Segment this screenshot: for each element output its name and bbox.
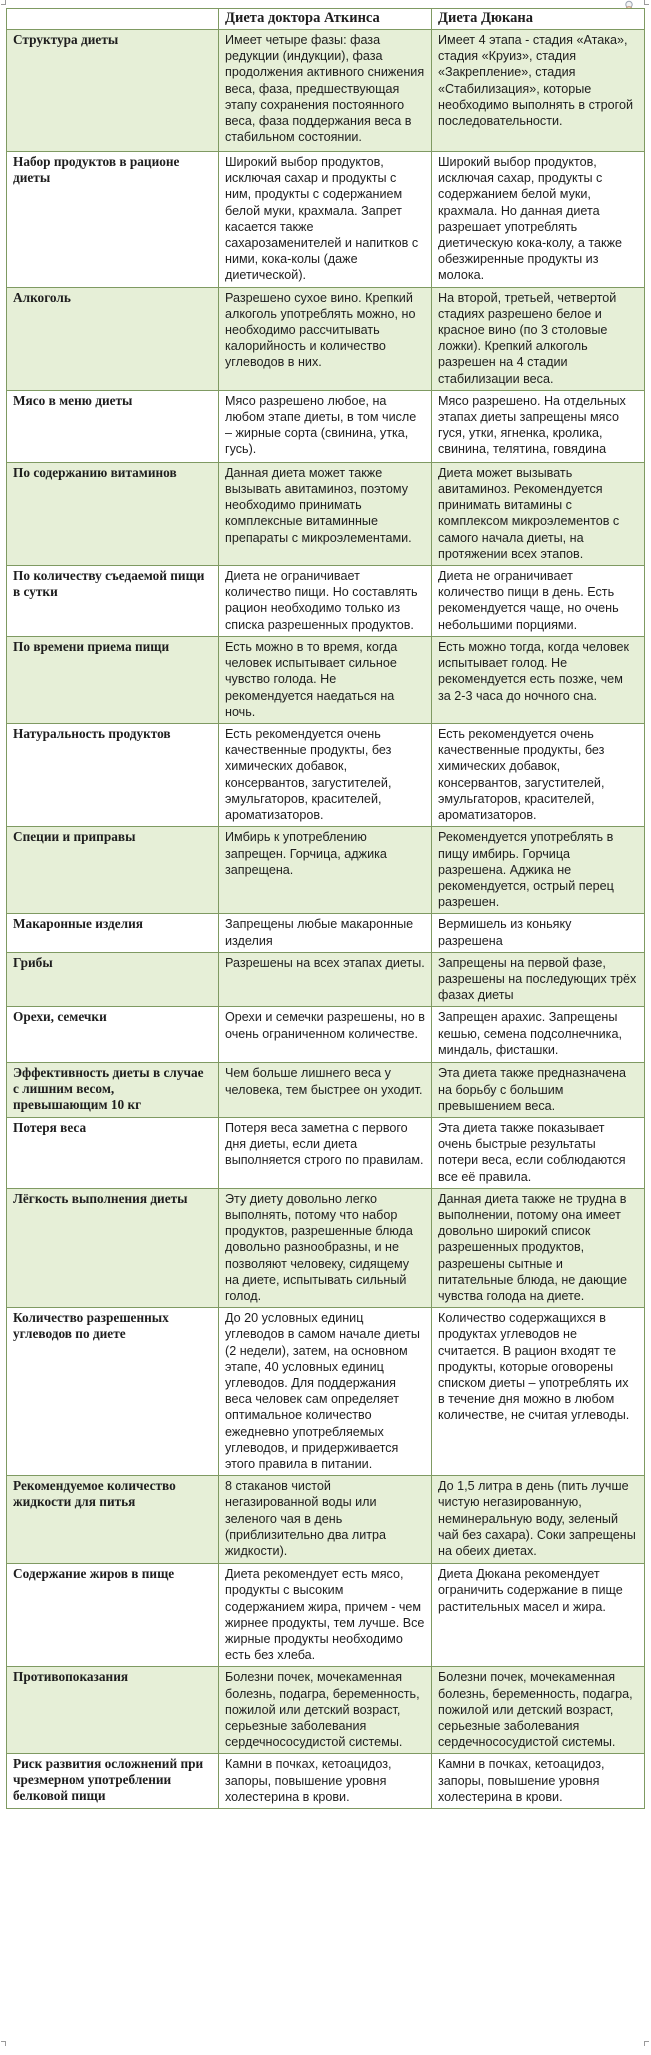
page-corner-mark (1, 0, 6, 5)
row-parameter-cell: Количество разрешенных углеводов по диете (7, 1308, 219, 1476)
page-corner-mark (644, 0, 649, 5)
table-row (7, 1667, 645, 1754)
row-parameter-cell: Грибы (7, 952, 219, 1007)
row-parameter-cell: По количеству съедаемой пищи в сутки (7, 566, 219, 637)
diet-comparison-table (6, 8, 645, 1809)
row-dukan-cell: Диета может вызывать авитаминоз. Рекомендуется принимать витамины с комплексом микроэлементов с самого начала диеты, на протяжении всех этапов. (432, 462, 645, 565)
row-atkins-cell: Диета не ограничивает количество пищи. Но составлять рацион необходимо только из списка разрешенных продуктов. (219, 566, 432, 637)
row-atkins-cell: Потеря веса заметна с первого дня диеты, если диета выполняется строго по правилам. (219, 1117, 432, 1188)
row-atkins-cell: Широкий выбор продуктов, исключая сахар и продукты с ним, продукты с содержанием белой муки, крахмала. Запрет касается также сахарозаменителей и напитков с ними, кока-колы (даже диетической). (219, 152, 432, 288)
row-atkins-cell: Разрешены на всех этапах диеты. (219, 952, 432, 1007)
row-dukan-cell: Болезни почек, мочекаменная болезнь, беременность, подагра, пожилой или детский возраст, серьезные заболевания сердечнососудистой системы. (432, 1667, 645, 1754)
table-row (7, 1564, 645, 1667)
row-dukan-cell: Есть можно тогда, когда человек испытывает голод. Не рекомендуется есть позже, чем за 2-3 часа до ночного сна. (432, 637, 645, 724)
row-dukan-cell: До 1,5 литра в день (пить лучше чистую негазированную, неминеральную воду, зеленый чай без сахара). Соки запрещены на обеих диетах. (432, 1476, 645, 1564)
row-atkins-cell: Запрещены любые макаронные изделия (219, 914, 432, 952)
row-parameter-cell: Противопоказания (7, 1667, 219, 1754)
row-parameter-cell: Мясо в меню диеты (7, 390, 219, 462)
header-parameter-cell (7, 9, 219, 30)
row-parameter-cell: Макаронные изделия (7, 914, 219, 952)
table-row (7, 1476, 645, 1564)
row-dukan-cell: Эта диета также предназначена на борьбу с большим превышением веса. (432, 1063, 645, 1118)
row-dukan-cell: Данная диета также не трудна в выполнении, потому она имеет довольно широкий список разрешенных продуктов, разрешены сытные и питательные блюда, не дающие чувства голода на диете. (432, 1188, 645, 1307)
row-dukan-cell: Запрещены на первой фазе, разрешены на последующих трёх фазах диеты (432, 952, 645, 1007)
row-parameter-cell: Алкоголь (7, 287, 219, 390)
row-atkins-cell: Болезни почек, мочекаменная болезнь, подагра, беременность, пожилой или детский возраст, серьезные заболевания сердечнососудистой системы. (219, 1667, 432, 1754)
row-dukan-cell: На второй, третьей, четвертой стадиях разрешено белое и красное вино (по 3 столовые ложки). Крепкий алкоголь разрешен на 4 стадии стабилизации веса. (432, 287, 645, 390)
row-parameter-cell: Структура диеты (7, 30, 219, 152)
row-atkins-cell: Имбирь к употреблению запрещен. Горчица, аджика запрещена. (219, 827, 432, 914)
table-row (7, 1188, 645, 1307)
row-atkins-cell: 8 стаканов чистой негазированной воды или зеленого чая в день (приблизительно два литра жидкости). (219, 1476, 432, 1564)
table-row (7, 827, 645, 914)
row-parameter-cell: Потеря веса (7, 1117, 219, 1188)
table-row (7, 152, 645, 288)
row-atkins-cell: Разрешено сухое вино. Крепкий алкоголь употреблять можно, но необходимо рассчитывать калорийность и количество углеводов в них. (219, 287, 432, 390)
table-body (7, 30, 645, 1809)
row-atkins-cell: Чем больше лишнего веса у человека, тем быстрее он уходит. (219, 1063, 432, 1118)
table-row (7, 637, 645, 724)
row-parameter-cell: Содержание жиров в пище (7, 1564, 219, 1667)
table-row (7, 390, 645, 462)
row-atkins-cell: Есть рекомендуется очень качественные продукты, без химических добавок, консервантов, загустителей, эмульгаторов, красителей, ароматизаторов. (219, 724, 432, 827)
row-dukan-cell: Эта диета также показывает очень быстрые результаты потери веса, если соблюдаются все её правила. (432, 1117, 645, 1188)
row-parameter-cell: Натуральность продуктов (7, 724, 219, 827)
row-parameter-cell: По времени приема пищи (7, 637, 219, 724)
table-row (7, 724, 645, 827)
row-parameter-cell: Набор продуктов в рационе диеты (7, 152, 219, 288)
row-parameter-cell: Специи и приправы (7, 827, 219, 914)
table-row (7, 566, 645, 637)
page-corner-mark (644, 2041, 649, 2046)
row-atkins-cell: До 20 условных единиц углеводов в самом начале диеты (2 недели), затем, на основном этапе, 40 условных единиц углеводов. Для поддержания веса человек сам определяет оптимальное количество ежедневно употребляемых углеводов, и придерживается этого правила в питании. (219, 1308, 432, 1476)
row-parameter-cell: Орехи, семечки (7, 1007, 219, 1063)
row-dukan-cell: Рекомендуется употреблять в пищу имбирь. Горчица разрешена. Аджика не рекомендуется, острый перец разрешен. (432, 827, 645, 914)
row-atkins-cell: Данная диета может также вызывать авитаминоз, поэтому необходимо принимать комплексные витаминные препараты с микроэлементами. (219, 462, 432, 565)
row-atkins-cell: Имеет четыре фазы: фаза редукции (индукции), фаза продолжения активного снижения веса, фаза, предшествующая этапу сохранения постоянного веса, фаза поддержания веса в стабильном состоянии. (219, 30, 432, 152)
row-dukan-cell: Имеет 4 этапа - стадия «Атака», стадия «Круиз», стадия «Закрепление», стадия «Стабилизация», которые необходимо выполнять в строгой последовательности. (432, 30, 645, 152)
table-row (7, 914, 645, 952)
row-dukan-cell: Количество содержащихся в продуктах углеводов не считается. В рацион входят те продукты, которые оговорены списком диеты – употреблять их в течение дня можно в любом количестве, не считая углеводы. (432, 1308, 645, 1476)
row-dukan-cell: Есть рекомендуется очень качественные продукты, без химических добавок, консервантов, загустителей, эмульгаторов, красителей, ароматизаторов. (432, 724, 645, 827)
row-parameter-cell: Эффективность диеты в случае с лишним весом, превышающим 10 кг (7, 1063, 219, 1118)
table-row (7, 30, 645, 152)
table-row (7, 462, 645, 565)
row-dukan-cell: Вермишель из коньяку разрешена (432, 914, 645, 952)
row-dukan-cell: Запрещен арахис. Запрещены кешью, семена подсолнечника, миндаль, фисташки. (432, 1007, 645, 1063)
table-row (7, 1308, 645, 1476)
table-row (7, 952, 645, 1007)
row-parameter-cell: По содержанию витаминов (7, 462, 219, 565)
row-dukan-cell: Диета Дюкана рекомендует ограничить содержание в пище растительных масел и жира. (432, 1564, 645, 1667)
table-header-row (7, 9, 645, 30)
row-dukan-cell: Камни в почках, кетоацидоз, запоры, повышение уровня холестерина в крови. (432, 1754, 645, 1809)
row-atkins-cell: Диета рекомендует есть мясо, продукты с высоким содержанием жира, причем - чем жирнее продукты, тем лучше. Все жирные продукты необходимо есть без хлеба. (219, 1564, 432, 1667)
row-parameter-cell: Рекомендуемое количество жидкости для питья (7, 1476, 219, 1564)
row-parameter-cell: Лёгкость выполнения диеты (7, 1188, 219, 1307)
table-row (7, 1063, 645, 1118)
row-dukan-cell: Широкий выбор продуктов, исключая сахар, продукты с содержанием белой муки, крахмала. Но данная диета разрешает употреблять диетическую кока-колу, а также обезжиренные продукты из молока. (432, 152, 645, 288)
table-row (7, 1117, 645, 1188)
row-dukan-cell: Мясо разрешено. На отдельных этапах диеты запрещены мясо гуся, утки, ягненка, кролика, свинина, телятина, говядина (432, 390, 645, 462)
row-parameter-cell: Риск развития осложнений при чрезмерном употреблении белковой пищи (7, 1754, 219, 1809)
header-dukan-cell: Диета Дюкана (432, 9, 645, 30)
row-atkins-cell: Есть можно в то время, когда человек испытывает сильное чувство голода. Не рекомендуется наедаться на ночь. (219, 637, 432, 724)
row-dukan-cell: Диета не ограничивает количество пищи в день. Есть рекомендуется чаще, но очень небольшими порциями. (432, 566, 645, 637)
table-row (7, 1007, 645, 1063)
row-atkins-cell: Мясо разрешено любое, на любом этапе диеты, в том числе – жирные сорта (свинина, утка, гусь). (219, 390, 432, 462)
table-row (7, 1754, 645, 1809)
page-corner-mark (1, 2041, 6, 2046)
header-atkins-cell: Диета доктора Аткинса (219, 9, 432, 30)
row-atkins-cell: Эту диету довольно легко выполнять, потому что набор продуктов, разрешенные блюда довольно разнообразны, и не позволяют человеку, сидящему на диете, испытывать сильный голод. (219, 1188, 432, 1307)
table-row (7, 287, 645, 390)
row-atkins-cell: Орехи и семечки разрешены, но в очень ограниченном количестве. (219, 1007, 432, 1063)
row-atkins-cell: Камни в почках, кетоацидоз, запоры, повышение уровня холестерина в крови. (219, 1754, 432, 1809)
